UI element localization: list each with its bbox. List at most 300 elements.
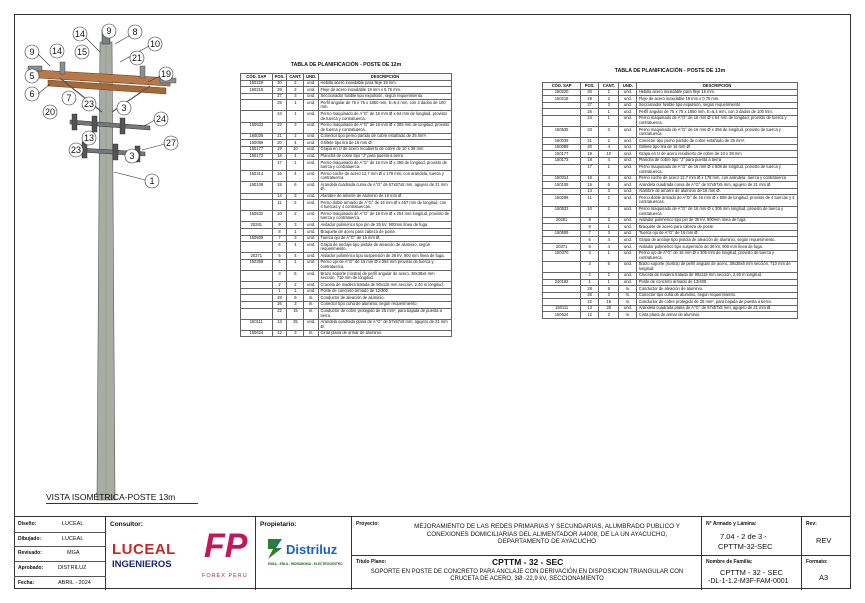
table-cell: m. [619, 299, 637, 306]
table-cell: und. [619, 237, 637, 244]
formato-value: A3 [819, 573, 829, 582]
table-cell: 1 [599, 164, 619, 175]
table-cell: 20 [272, 140, 287, 147]
table-cell: 150111 [241, 319, 273, 330]
callout-label: 13 [83, 133, 95, 143]
callout-bubble [82, 97, 96, 111]
table-cell: 3 [599, 127, 619, 138]
table-cell: 4 [287, 242, 304, 253]
table-cell [543, 261, 581, 272]
table-cell: Seccionador fusible tipo expulsión, según requerimiento. [319, 93, 452, 100]
table-cell: und. [619, 96, 637, 103]
table-cell: 15 [272, 182, 287, 193]
table-cell: 2 [581, 272, 599, 279]
revisado-value: MGA [67, 550, 80, 556]
rev-cell [802, 517, 851, 590]
table-cell: 2 [599, 206, 619, 217]
table-cell: und. [619, 182, 637, 189]
table-cell: Brazo soporte (riostra) de perfil angular de acero, 38x38x6 mm sección, 710 mm de longitud. [319, 271, 452, 282]
table-cell: 12 [272, 330, 287, 337]
table-cell: 1 [599, 109, 619, 116]
table-cell [241, 295, 273, 302]
table-cell: 3 [287, 235, 304, 242]
callout-label: 20 [44, 107, 56, 117]
table-row [543, 230, 798, 237]
column-header: CÓD. SAP [543, 83, 581, 90]
table-cell: 6 [272, 242, 287, 253]
table-cell: Perno maquinado de A°G° de 16 mm Ø x 458 de longitud, provisto de tuerca y contratuerca. [319, 160, 452, 171]
table-cell: 3 [599, 102, 619, 109]
column-header: UND. [619, 83, 637, 90]
table-cell: 7 [272, 235, 287, 242]
table-cell: 150089 [241, 140, 273, 147]
callout-bubble [25, 45, 50, 66]
table-cell: Alambre de amarre de aluminio de 16 mm Ø. [637, 188, 798, 195]
table-row [543, 164, 798, 175]
table-row [241, 211, 452, 222]
table-cell: und. [304, 211, 319, 222]
table-cell [241, 242, 273, 253]
table-cell: Aislador polimérico tipo suspensión de 36 kV, 900 mm línea de fuga. [319, 253, 452, 260]
familia-value-2: -DL-1-1.2-M3F-FAM-0001 [708, 578, 789, 585]
table-cell: Grillete tipo lira de 16 mm Ø. [319, 140, 452, 147]
table-cell: m. [619, 286, 637, 293]
table-cell: 4 [287, 153, 304, 160]
table-cell: 1 [287, 288, 304, 295]
table-cell: und. [304, 122, 319, 133]
table-cell: 5 [272, 253, 287, 260]
table-row [543, 286, 798, 293]
table-row [241, 87, 452, 94]
table-cell: und. [619, 157, 637, 164]
table-cell: und. [304, 229, 319, 236]
table-cell: 150370 [543, 250, 581, 261]
table-cell [543, 109, 581, 116]
table-cell: 150111 [543, 305, 581, 312]
table-cell: 150108 [543, 182, 581, 189]
table-cell [241, 288, 273, 295]
table-cell: 1 [287, 100, 304, 111]
table-cell: 3 [581, 261, 599, 272]
table-cell: 20281 [241, 222, 273, 229]
table-cell: und. [619, 244, 637, 251]
table-cell: 1 [599, 115, 619, 126]
table-cell: Perno maquinado de A°G° de 16 mm Ø x 508 de longitud, provisto de tuerca y contratuerca. [637, 164, 798, 175]
table-cell: und. [304, 253, 319, 260]
table-cell [241, 308, 273, 319]
table-cell: und. [619, 144, 637, 151]
table-cell: und. [304, 80, 319, 87]
table-cell: 7 [581, 230, 599, 237]
table-cell: 1 [599, 224, 619, 231]
table-row [241, 282, 452, 289]
table-row [241, 242, 452, 253]
table-cell: 16 [581, 175, 599, 182]
table-cell [543, 188, 581, 195]
table-cell: und. [304, 259, 319, 270]
title-block [14, 516, 851, 590]
table-cell: 3 [287, 122, 304, 133]
table-row [543, 237, 798, 244]
table-cell: 29 [272, 87, 287, 94]
table-cell: 11 [272, 200, 287, 211]
diseno-label: Diseño: [18, 521, 37, 527]
table-cell: 160039 [543, 138, 581, 145]
propietario-label: Propietario: [260, 521, 297, 528]
table-cell: 25 [599, 305, 619, 312]
table-cell [241, 200, 273, 211]
table-cell: 24 [272, 111, 287, 122]
table-row [241, 288, 452, 295]
column-header: CANT. [599, 83, 619, 90]
dibujado-value: LUCEAL [62, 536, 84, 542]
table-cell: und. [619, 115, 637, 126]
table-cell: 150218 [543, 96, 581, 103]
table-cell: 10 [287, 146, 304, 153]
table-cell: 4 [287, 253, 304, 260]
table-cell: und. [304, 111, 319, 122]
callout-label: 14 [51, 46, 63, 56]
table-cell [241, 193, 273, 200]
table-cell: 17 [581, 164, 599, 175]
lamina-value-1: 7.04 - 2 de 3 - [720, 532, 767, 541]
table-cell: 24 [581, 115, 599, 126]
table-cell [241, 282, 273, 289]
table-cell: 4 [599, 157, 619, 164]
table-cell: 150220 [241, 80, 273, 87]
callout-bubble [82, 131, 96, 145]
table-cell: 3 [287, 193, 304, 200]
table-row [241, 140, 452, 147]
table-cell [241, 229, 273, 236]
table-cell: Perfil angular de 75 x 75 x 1850 mm, E=6,4 mm, con 3 dados de 100 mm. [637, 109, 798, 116]
table-cell: und. [304, 133, 319, 140]
callout-label: 1 [149, 176, 155, 186]
table-cell: und. [304, 182, 319, 193]
table-row [241, 160, 452, 171]
table-cell: Grapa en U de acero recubierto de cobre de 10 x 38 mm [319, 146, 452, 153]
table-cell: Plancha de cobre tipo "J" para puesta a tierra [319, 153, 452, 160]
callout-label: 23 [83, 99, 95, 109]
table-cell: 9 [599, 286, 619, 293]
table-header-row [241, 74, 452, 81]
table-cell: 2 [287, 282, 304, 289]
callout-label: 5 [29, 71, 35, 81]
callout-bubble [130, 51, 144, 65]
callout-label: 19 [160, 69, 172, 79]
propietario-cell [256, 517, 352, 590]
table-row [241, 146, 452, 153]
table-cell: Arandela cuadrada plana de A°G° de 57x57x5 mm, agujero de 21 mm Ø. [637, 305, 798, 312]
proyecto-text: MEJORAMIENTO DE LAS REDES PRIMARIAS Y SECUNDARIAS, ALUMBRADO PUBLICO Y CONEXIONES DOMICILIARIAS DEL ALIMENTADOR A4008, DE LA UN AYACUCHO, DEPARTAMENTO DE AYACUCHO [414, 523, 680, 546]
table-cell: 5 [581, 244, 599, 251]
column-header: DESCRIPCIÓN [637, 83, 798, 90]
table-cell: 14 [272, 193, 287, 200]
table-cell: und. [619, 151, 637, 158]
table-cell: und. [619, 195, 637, 206]
table-cell: 150177 [543, 151, 581, 158]
callout-bubble [25, 84, 50, 101]
table-cell: 150298 [543, 195, 581, 206]
table-cell: 21 [581, 138, 599, 145]
table-cell: und. [619, 188, 637, 195]
aprobado-label: Aprobado: [18, 565, 44, 571]
table-cell: Braquete de acero para cabeza de poste. [319, 229, 452, 236]
table-cell: 150314 [543, 175, 581, 182]
table-cell: 150509 [543, 230, 581, 237]
table-cell: Fleje de acero inoxidable 19 mm x 0,76 mm. [319, 87, 452, 94]
table-row [543, 175, 798, 182]
table-cell: 15 [581, 182, 599, 189]
table-cell: und. [619, 206, 637, 217]
table-cell: Arandela cuadrada curva de A°G° de 57x57x5 mm, agujero de 21 mm Ø. [319, 182, 452, 193]
table-row [543, 217, 798, 224]
callout-label: 3 [121, 103, 127, 113]
table-row [241, 133, 452, 140]
table-cell: 1 [287, 229, 304, 236]
table-row [543, 151, 798, 158]
table-cell: 150533 [543, 206, 581, 217]
table-cell [241, 100, 273, 111]
table-cell: und. [304, 87, 319, 94]
table-cell: und. [619, 109, 637, 116]
table-cell: und. [619, 175, 637, 182]
table-cell: 150509 [241, 235, 273, 242]
table-cell: 17 [272, 160, 287, 171]
table-row [241, 330, 452, 337]
callout-label: 24 [155, 114, 167, 124]
table-cell: 160039 [241, 133, 273, 140]
table-cell: 13 [581, 305, 599, 312]
table-cell: und. [619, 217, 637, 224]
planning-table-12m [240, 73, 452, 337]
table-cell: Conector tipo perno partido de cobre estañado de 25 mm². [637, 138, 798, 145]
table-row [543, 312, 798, 319]
table-cell: 150220 [543, 89, 581, 96]
table-cell: 1 [287, 160, 304, 171]
table-cell: 1 [272, 288, 287, 295]
table-cell: Tuerca ojo de A°G° de 16 mm Ø. [319, 235, 452, 242]
table-cell: 4 [272, 259, 287, 270]
table-cell: 9 [287, 295, 304, 302]
table-cell: Perno maquinado de A°G° de 16 mm Ø x 64 mm de longitud, provisto de tuerca y contratuerca. [319, 111, 452, 122]
table-cell: 4 [287, 171, 304, 182]
table-cell: 3 [599, 217, 619, 224]
table-cell: Perno maquinado de A°G° de 16 mm Ø x 305 mm longitud, provisto de tuerca y contratuerca. [637, 206, 798, 217]
callout-bubble [43, 105, 57, 119]
table-cell [241, 160, 273, 171]
table-cell: 27 [272, 93, 287, 100]
table-row [241, 295, 452, 302]
revisado-label: Revisado: [18, 550, 42, 556]
table-cell: 3 [599, 312, 619, 319]
table-cell: 6 [287, 182, 304, 193]
table-cell: Conector tipo cuña de aluminio, según requerimiento. [319, 301, 452, 308]
table-cell: Grapa de anclaje tipo pistola de aleación de aluminio, según requerimiento. [637, 237, 798, 244]
column-header: UND. [304, 74, 319, 81]
familia-value-1: CPTTM - 32 - SEC [720, 568, 783, 577]
table-cell: Alambre de amarre de aluminio de 16 mm Ø. [319, 193, 452, 200]
table-cell: 5 [599, 261, 619, 272]
luceal-sub: INGENIEROS [112, 559, 172, 570]
table-cell: 21 [272, 133, 287, 140]
table-cell: 25 [287, 319, 304, 330]
table-row [543, 195, 798, 206]
table-cell: 2 [599, 89, 619, 96]
table-cell: Grapa de anclaje tipo pistola de aleación de aluminio, según requerimiento. [319, 242, 452, 253]
callout-bubble [142, 136, 178, 150]
table-cell: 30 [272, 80, 287, 87]
table-cell: und. [304, 93, 319, 100]
table-cell: 150369 [241, 259, 273, 270]
table-cell: 19 [272, 146, 287, 153]
callout-bubble [25, 69, 39, 83]
lamina-label: N° Armado y Lámina: [706, 521, 757, 527]
table-cell: Grapa en U de acero recubierto de cobre de 10 x 38 mm [637, 151, 798, 158]
table-cell [543, 102, 581, 109]
table-right-title: TABLA DE PLANIFICACIÓN - POSTE DE 13m [614, 68, 726, 74]
table-cell: 25 [581, 109, 599, 116]
table-cell: und. [304, 146, 319, 153]
rev-value: REV [816, 536, 832, 545]
table-cell: und. [619, 224, 637, 231]
table-cell: Hebilla acero inoxidable para fleje 19 mm. [637, 89, 798, 96]
table-cell: Plancha de cobre tipo "J" para puesta a tierra [637, 157, 798, 164]
table-left-title: TABLA DE PLANIFICACIÓN - POSTE DE 12m [290, 62, 402, 68]
proyecto-cell [352, 517, 702, 590]
distriluz-sub: ENSA - ENLA - HIDRANDINA - ELECTROCENTRO [268, 562, 343, 566]
table-cell: 2 [287, 200, 304, 211]
proyecto-label: Proyecto: [356, 521, 380, 527]
table-cell: 8 [581, 224, 599, 231]
table-cell [543, 272, 581, 279]
table-cell: und. [304, 235, 319, 242]
callout-bubble [62, 91, 76, 105]
table-cell: Perno ojo de A°G° de 16 mm Ø x 305 mm de longitud, provisto de tuerca y contratuerca. [637, 250, 798, 261]
table-cell: 20 [581, 144, 599, 151]
table-row [543, 109, 798, 116]
table-cell: m. [304, 330, 319, 337]
table-cell: Arandela cuadrada curva de A°G° de 57x57x5 mm, agujero de 21 mm Ø. [637, 182, 798, 189]
view-label: VISTA ISOMÉTRICA-POSTE 13m [46, 492, 176, 502]
table-header-row [543, 83, 798, 90]
callout-bubble [75, 45, 89, 59]
table-row [241, 229, 452, 236]
table-cell: 10 [272, 211, 287, 222]
callout-bubble [69, 143, 83, 157]
table-cell: Braquete de acero para cabeza de poste. [637, 224, 798, 231]
consultor-cell [106, 517, 256, 590]
table-cell: Fleje de acero inoxidable 19 mm x 0,76 mm. [637, 96, 798, 103]
table-row [241, 301, 452, 308]
table-cell: Aislador polimérico tipo pin de 35 kV, 900mm línea de fuga. [637, 217, 798, 224]
planning-table-13m [542, 82, 798, 319]
table-cell: Aislador polimérico tipo suspensión de 36 kV, 900 mm línea de fuga. [637, 244, 798, 251]
callout-label: 21 [131, 53, 143, 63]
table-cell: und. [304, 140, 319, 147]
table-row [543, 115, 798, 126]
table-row [543, 102, 798, 109]
table-row [241, 222, 452, 229]
table-cell: 150173 [543, 157, 581, 164]
table-cell [241, 111, 273, 122]
callout-bubble [102, 24, 116, 38]
table-row [241, 171, 452, 182]
table-row [241, 259, 452, 270]
table-cell [543, 292, 581, 299]
table-cell: Perno coche de acero 12,7 mm Ø x 178 mm, con arandela, tuerca y contratuerca [319, 171, 452, 182]
table-row [241, 153, 452, 160]
table-cell: 30 [581, 89, 599, 96]
table-row [543, 224, 798, 231]
table-cell: Conector tipo perno partido de cobre estañado de 25 mm². [319, 133, 452, 140]
table-cell: 4 [287, 140, 304, 147]
table-cell: 9 [581, 217, 599, 224]
table-cell: 26 [581, 292, 599, 299]
fp-sub: FOREX PERU [202, 573, 248, 579]
table-cell: und. [304, 319, 319, 330]
table-cell: 15 [599, 299, 619, 306]
table-cell: 12 [581, 312, 599, 319]
table-cell: 23 [581, 127, 599, 138]
table-cell: 2 [287, 80, 304, 87]
callout-label: 6 [29, 89, 35, 99]
table-cell: 6 [581, 237, 599, 244]
callout-label: 23 [70, 145, 82, 155]
table-cell: 2 [599, 96, 619, 103]
table-cell: 3 [599, 230, 619, 237]
callout-bubble [115, 25, 142, 44]
column-header: POS. [272, 74, 287, 81]
table-cell: 150089 [543, 144, 581, 151]
table-cell [543, 237, 581, 244]
table-cell: Perno maquinado de A°G° de 16 mm Ø x 64 mm de longitud, provisto de tuerca y contratuerca. [637, 115, 798, 126]
callout-label: 3 [129, 151, 135, 161]
aprobado-value: DISTRILUZ [58, 565, 87, 571]
table-row [241, 193, 452, 200]
table-cell: 14 [581, 188, 599, 195]
callout-label: 7 [66, 93, 72, 103]
table-cell: 19 [581, 151, 599, 158]
table-cell: 28 [581, 286, 599, 293]
table-row [241, 200, 452, 211]
formato-label: Formato: [806, 559, 828, 565]
table-cell: 20371 [543, 244, 581, 251]
table-cell: 150173 [241, 153, 273, 160]
table-cell: und. [304, 193, 319, 200]
column-header: CANT. [287, 74, 304, 81]
table-cell: Perno coche de acero 12,7 mm Ø x 178 mm, con arandela, tuerca y contratuerca [637, 175, 798, 182]
table-cell: und. [304, 282, 319, 289]
table-cell: 15 [287, 308, 304, 319]
table-cell: 29 [581, 96, 599, 103]
table-cell: Poste de concreto armado de 12/300. [319, 288, 452, 295]
table-cell: und. [304, 222, 319, 229]
callout-bubble [50, 44, 64, 58]
table-cell: 26 [272, 301, 287, 308]
table-row [543, 127, 798, 138]
table-cell [241, 271, 273, 282]
view-label-underline [46, 503, 198, 504]
table-cell: 150108 [241, 182, 273, 193]
table-cell: Arandela cuadrada plana de A°G° de 57x57x5 mm, agujero de 21 mm Ø. [319, 319, 452, 330]
table-cell: 1 [287, 111, 304, 122]
callout-label: 10 [149, 39, 161, 49]
table-row [543, 144, 798, 151]
table-cell: und. [619, 127, 637, 138]
table-cell: Poste de concreto armado de 13/400. [637, 279, 798, 286]
table-row [543, 96, 798, 103]
